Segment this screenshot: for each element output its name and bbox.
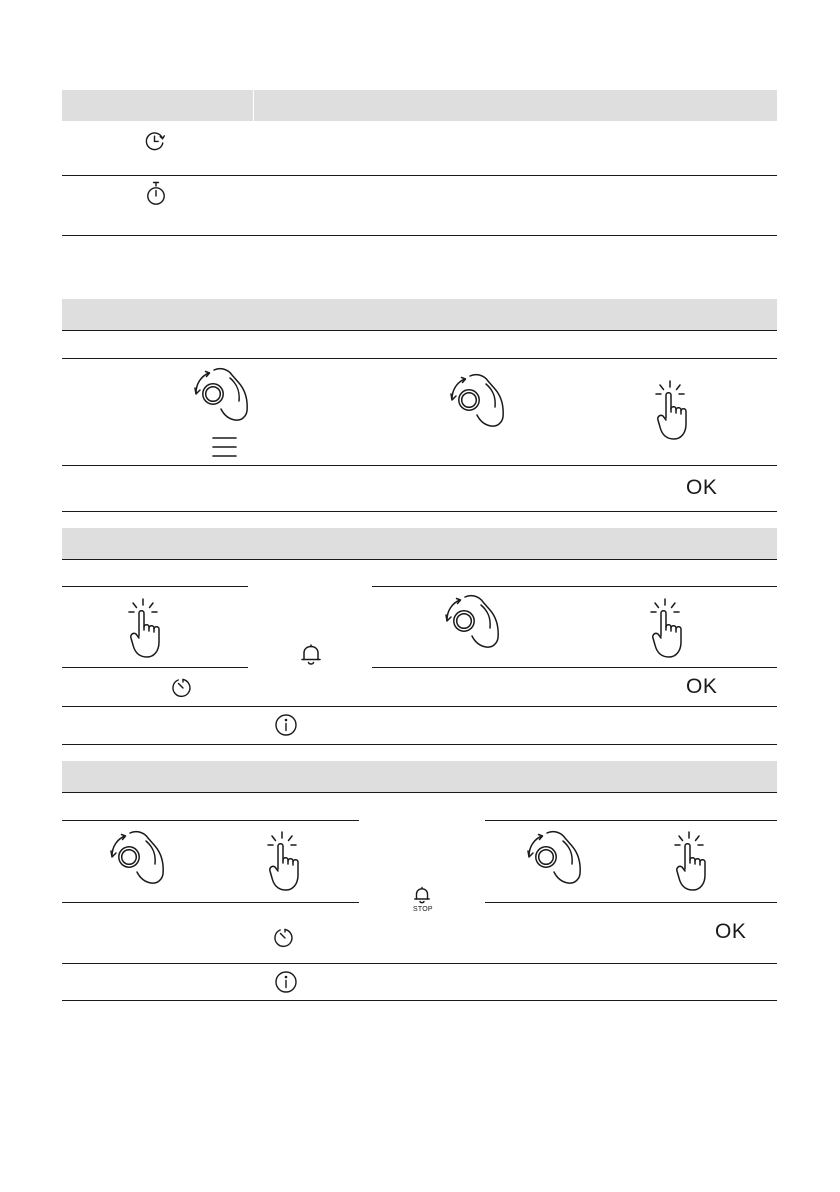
stopwatch-icon [145,181,167,207]
ok-label: OK [715,920,747,943]
table-3-rule [372,586,777,587]
rotate-knob-hand-icon [108,826,172,892]
table-3-header [62,528,777,559]
table-2-rule [62,465,777,466]
table-1-header-divider [253,90,254,121]
rotate-knob-hand-icon [525,826,589,892]
table-4-rule [62,792,777,793]
table-1-rule [62,235,777,236]
rotate-knob-hand-icon [443,590,507,656]
tap-finger-icon [652,380,698,442]
menu-lines-icon [212,436,237,458]
info-icon [274,970,298,994]
table-3-rule [62,706,777,707]
table-2-rule [62,330,777,331]
rotate-knob-hand-icon [192,363,256,429]
bell-stop-icon [413,886,431,906]
tap-finger-icon [264,831,310,893]
info-icon [274,713,298,737]
stop-label: STOP [413,906,433,913]
tap-finger-icon [647,598,693,660]
table-3-rule [372,667,777,668]
table-3-rule [62,667,248,668]
table-4-rule [62,820,359,821]
table-1-rule [62,175,777,176]
timer-icon [172,677,194,699]
table-4-rule [485,902,777,903]
table-4-rule [62,963,777,964]
table-2-header [62,299,777,330]
table-4-header [62,761,777,792]
table-4-rule [485,820,777,821]
table-3-rule [62,744,777,745]
table-2-rule [62,358,777,359]
bell-icon [300,643,322,667]
delayed-start-clock-icon [143,129,167,153]
ok-label: OK [686,476,718,499]
rotate-knob-hand-icon [448,369,512,435]
table-3-rule [62,559,777,560]
table-2-rule [62,511,777,512]
timer-icon [274,927,296,949]
table-4-rule [62,902,359,903]
tap-finger-icon [671,831,717,893]
table-4-rule [62,1000,777,1001]
ok-label: OK [686,675,718,698]
table-1-header [62,90,777,121]
tap-finger-icon [125,598,171,660]
table-3-rule [62,586,248,587]
